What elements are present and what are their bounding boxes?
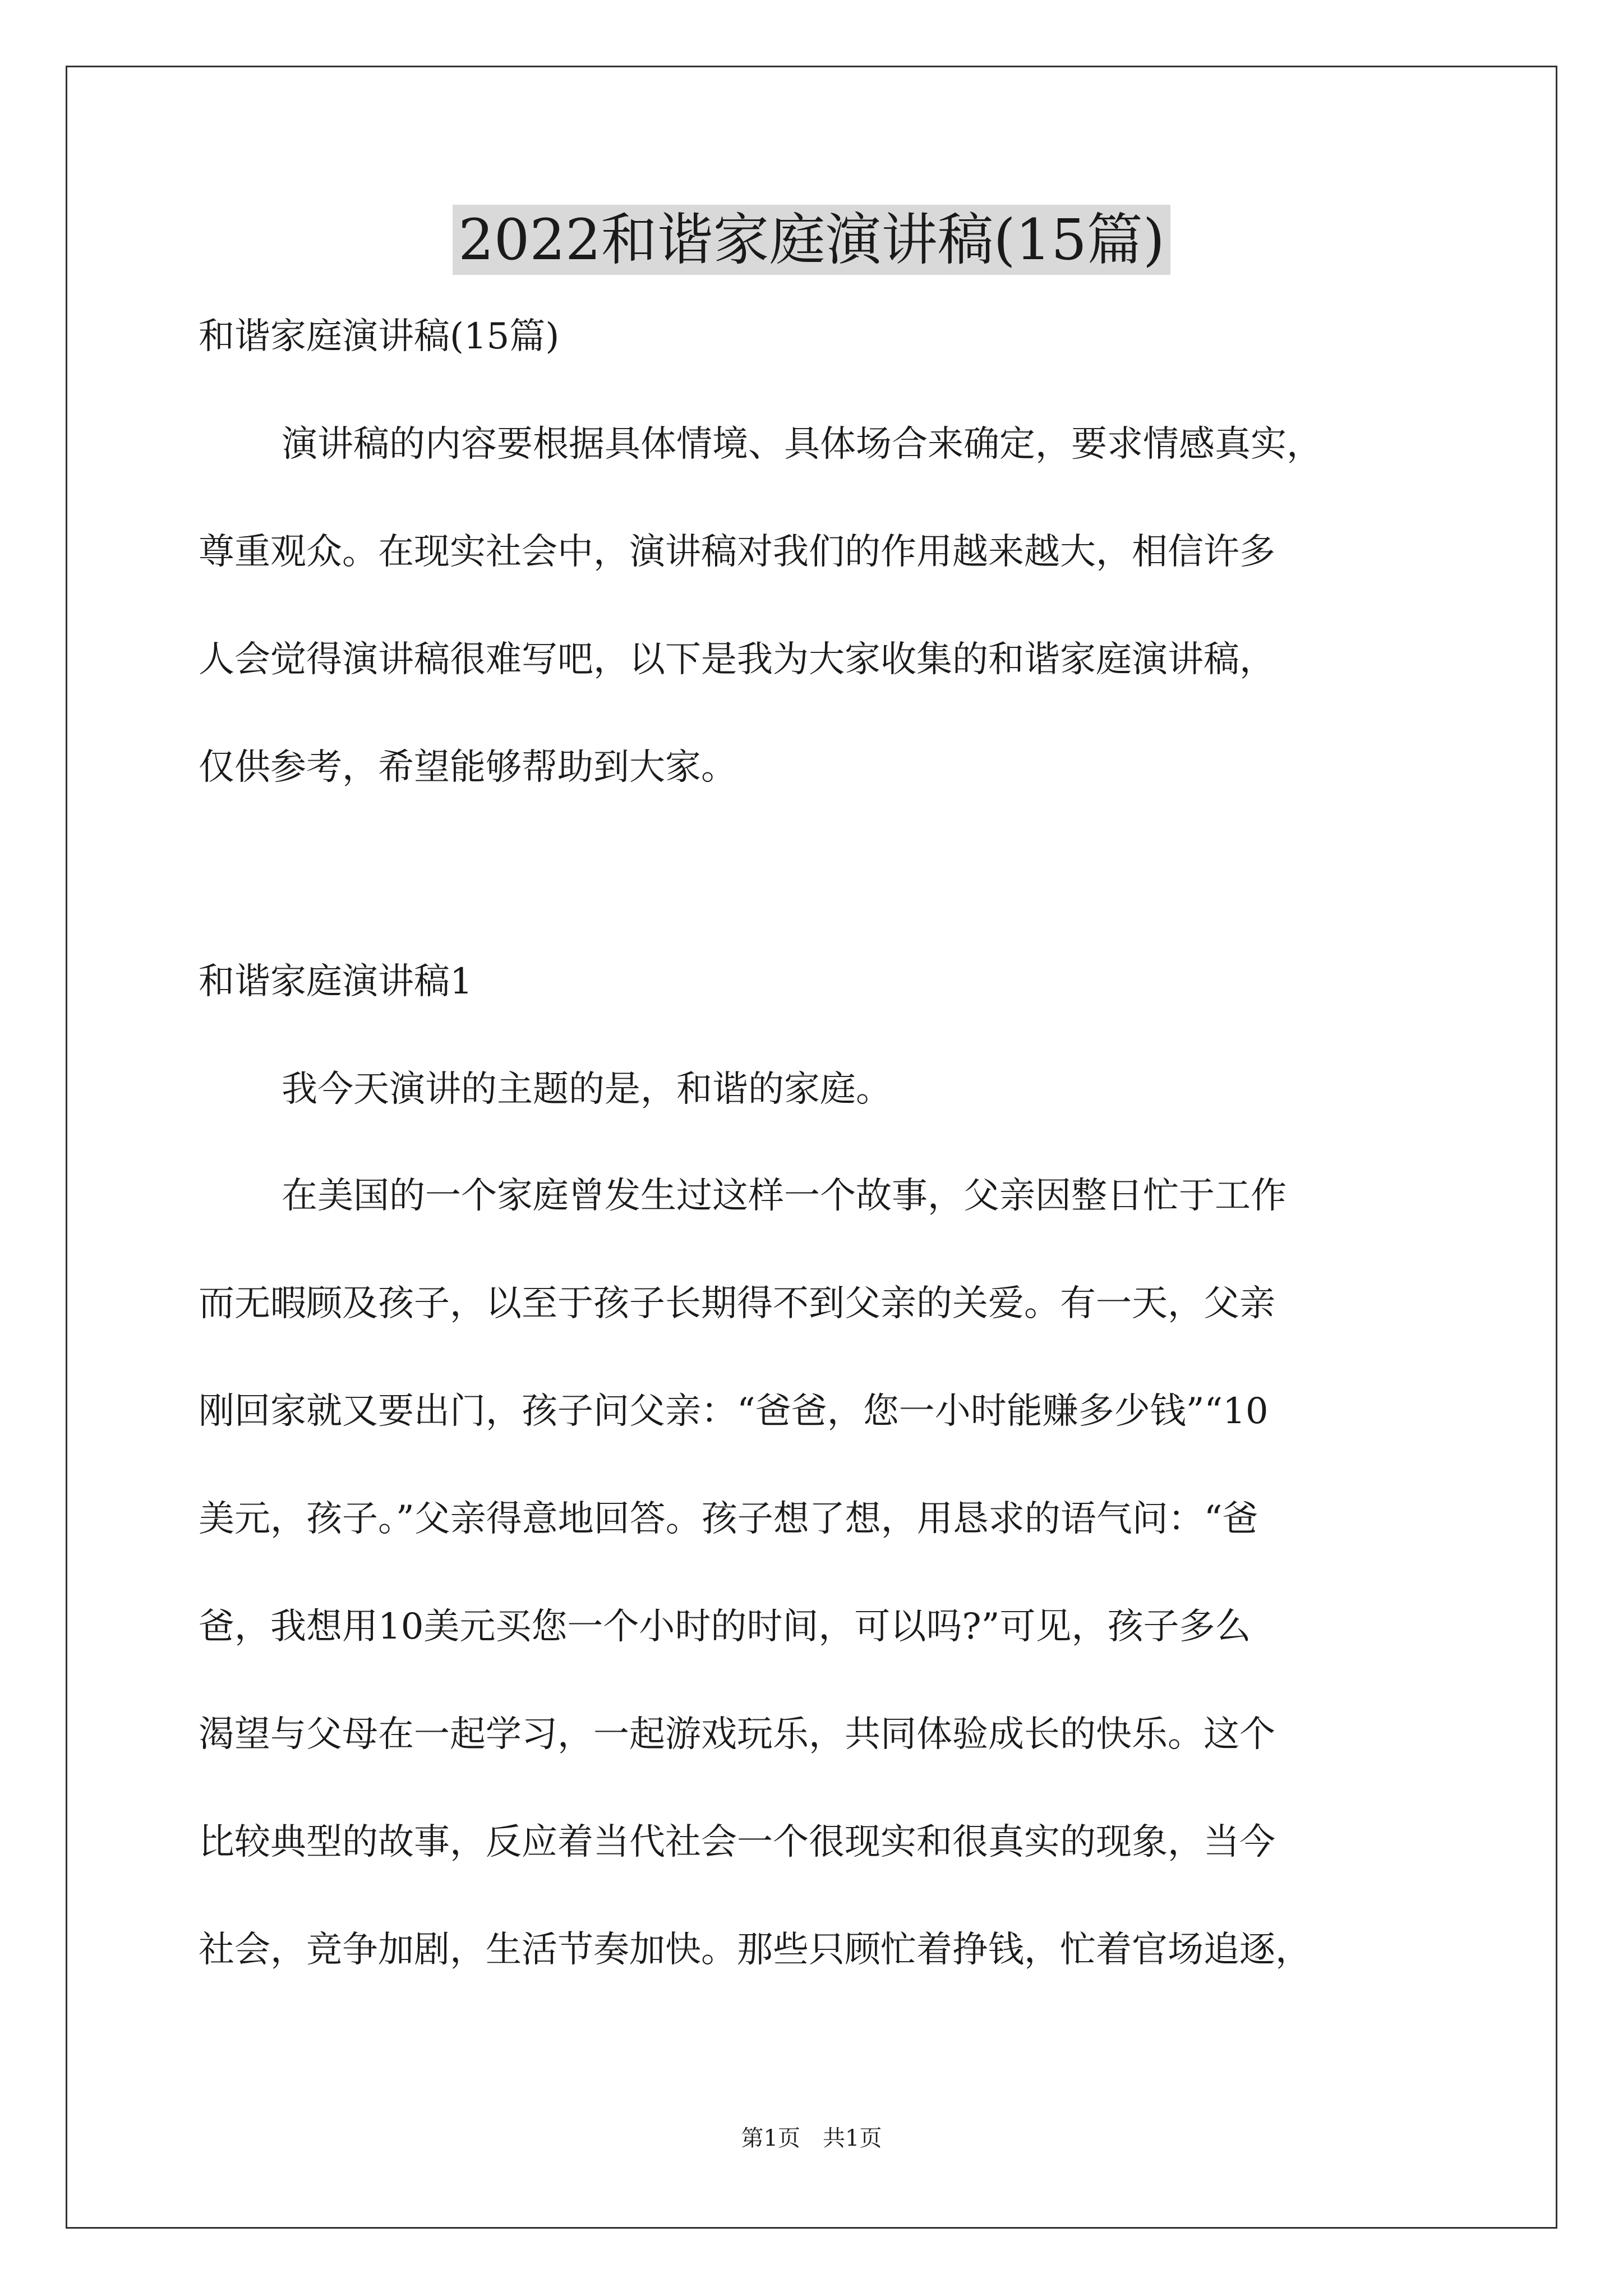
intro-line-3: 人会觉得演讲稿很难写吧，以下是我为大家收集的和谐家庭演讲稿，: [199, 639, 1275, 680]
story-line-4: 美元，孩子。”父亲得意地回答。孩子想了想，用恳求的语气问：“爸: [199, 1498, 1258, 1540]
story-line-5: 爸，我想用10美元买您一个小时的时间，可以吗?”可见，孩子多么: [199, 1606, 1251, 1648]
section-heading: 和谐家庭演讲稿1: [199, 961, 473, 1002]
section-opening: 我今天演讲的主题的是，和谐的家庭。: [282, 1069, 892, 1110]
document-title-text: 2022和谐家庭演讲稿(15篇): [453, 205, 1170, 275]
story-line-1: 在美国的一个家庭曾发生过这样一个故事，父亲因整日忙于工作: [282, 1175, 1287, 1217]
story-line-3: 刚回家就又要出门，孩子问父亲：“爸爸，您一小时能赚多少钱”“10: [199, 1391, 1269, 1432]
intro-line-4: 仅供参考，希望能够帮助到大家。: [199, 747, 737, 788]
page-footer: 第1页 共1页: [741, 2125, 882, 2151]
intro-line-2: 尊重观众。在现实社会中，演讲稿对我们的作用越来越大，相信许多: [199, 531, 1275, 573]
story-line-2: 而无暇顾及孩子，以至于孩子长期得不到父亲的关爱。有一天，父亲: [199, 1283, 1275, 1324]
story-line-6: 渴望与父母在一起学习，一起游戏玩乐，共同体验成长的快乐。这个: [199, 1714, 1275, 1755]
intro-line-1: 演讲稿的内容要根据具体情境、具体场合来确定，要求情感真实，: [282, 424, 1322, 465]
story-line-8: 社会，竞争加剧，生活节奏加快。那些只顾忙着挣钱，忙着官场追逐，: [199, 1929, 1311, 1971]
document-title: [0, 206, 1623, 274]
document-subtitle: 和谐家庭演讲稿(15篇): [199, 316, 560, 357]
page-border: [66, 66, 1557, 2229]
story-line-7: 比较典型的故事，反应着当代社会一个很现实和很真实的现象，当今: [199, 1821, 1275, 1863]
